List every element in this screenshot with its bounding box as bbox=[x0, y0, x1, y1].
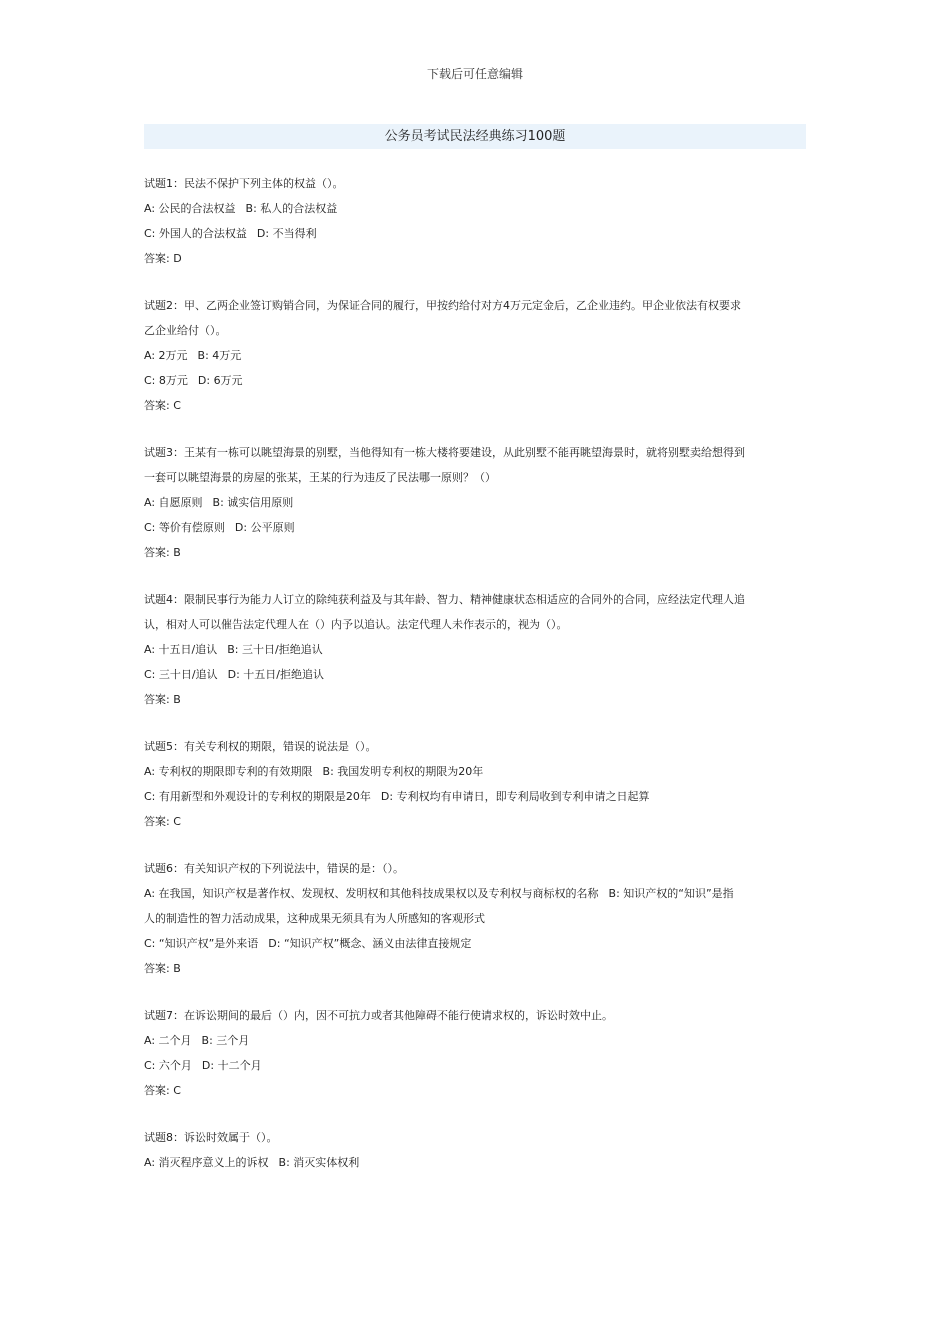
option-text: A: 自愿原则 bbox=[144, 496, 203, 509]
question-block bbox=[144, 440, 806, 565]
answer-line: 答案: B bbox=[144, 693, 181, 706]
question-stem: 试题2：甲、乙两企业签订购销合同，为保证合同的履行，甲按约给付对方4万元定金后，乙企业违约。甲企业依法有权要求 bbox=[144, 299, 741, 312]
option-text: A: 2万元 bbox=[144, 349, 188, 362]
answer-line: 答案: C bbox=[144, 1084, 181, 1097]
option-text: B: 三十日/拒绝追认 bbox=[227, 643, 323, 656]
answer-line: 答案: C bbox=[144, 815, 181, 828]
option-text: D: 专利权均有申请日，即专利局收到专利申请之日起算 bbox=[380, 790, 650, 803]
option-text: A: 二个月 bbox=[144, 1034, 192, 1047]
question-stem: 试题7：在诉讼期间的最后（）内，因不可抗力或者其他障碍不能行使请求权的，诉讼时效中止。 bbox=[144, 1009, 613, 1022]
option-text: 人的制造性的智力活动成果，这种成果无须具有为人所感知的客观形式 bbox=[144, 912, 485, 925]
option-text: B: 4万元 bbox=[197, 349, 242, 362]
option-row bbox=[144, 490, 806, 515]
option-text: A: 公民的合法权益 bbox=[144, 202, 236, 215]
answer-line: 答案: D bbox=[144, 252, 182, 265]
option-row bbox=[144, 881, 806, 906]
option-text: C: 六个月 bbox=[144, 1059, 192, 1072]
option-row bbox=[144, 343, 806, 368]
option-row bbox=[144, 906, 806, 931]
option-text: D: 公平原则 bbox=[234, 521, 295, 534]
header-note: 下载后可任意编辑 bbox=[426, 67, 523, 81]
option-row bbox=[144, 1028, 806, 1053]
option-row bbox=[144, 1053, 806, 1078]
option-row bbox=[144, 931, 806, 956]
option-text: A: 专利权的期限即专利的有效期限 bbox=[144, 765, 313, 778]
option-text: A: 在我国，知识产权是著作权、发现权、发明权和其他科技成果权以及专利权与商标权的名称 bbox=[144, 887, 599, 900]
option-row bbox=[144, 368, 806, 393]
option-row bbox=[144, 637, 806, 662]
option-text: C: 三十日/追认 bbox=[144, 668, 218, 681]
question-block bbox=[144, 587, 806, 712]
question-block bbox=[144, 1003, 806, 1103]
option-row bbox=[144, 784, 806, 809]
option-text: D: 十二个月 bbox=[201, 1059, 262, 1072]
option-text: A: 消灭程序意义上的诉权 bbox=[144, 1156, 269, 1169]
option-text: D: “知识产权”概念、涵义由法律直接规定 bbox=[268, 937, 472, 950]
question-stem: 认，相对人可以催告法定代理人在（）内予以追认。法定代理人未作表示的，视为（）。 bbox=[144, 618, 568, 631]
question-block bbox=[144, 293, 806, 418]
answer-line: 答案: B bbox=[144, 546, 181, 559]
answer-line: 答案: B bbox=[144, 962, 181, 975]
option-row bbox=[144, 221, 806, 246]
option-text: C: 外国人的合法权益 bbox=[144, 227, 247, 240]
question-stem: 乙企业给付（）。 bbox=[144, 324, 227, 337]
question-stem: 试题5：有关专利权的期限，错误的说法是（）。 bbox=[144, 740, 377, 753]
option-row bbox=[144, 759, 806, 784]
option-row bbox=[144, 515, 806, 540]
option-text: C: “知识产权”是外来语 bbox=[144, 937, 259, 950]
option-row bbox=[144, 1150, 806, 1175]
option-text: B: 诚实信用原则 bbox=[212, 496, 294, 509]
answer-line: 答案: C bbox=[144, 399, 181, 412]
question-stem: 试题4：限制民事行为能力人订立的除纯获利益及与其年龄、智力、精神健康状态相适应的合同外的合同，应经法定代理人追 bbox=[144, 593, 745, 606]
option-text: B: 我国发明专利权的期限为20年 bbox=[322, 765, 484, 778]
option-text: A: 十五日/追认 bbox=[144, 643, 218, 656]
option-text: B: 消灭实体权利 bbox=[278, 1156, 360, 1169]
option-text: B: 三个月 bbox=[201, 1034, 250, 1047]
option-text: B: 私人的合法权益 bbox=[245, 202, 338, 215]
question-block bbox=[144, 734, 806, 834]
question-list bbox=[144, 171, 806, 1197]
question-block bbox=[144, 171, 806, 271]
question-stem: 一套可以眺望海景的房屋的张某，王某的行为违反了民法哪一原则？（） bbox=[144, 471, 496, 484]
option-row bbox=[144, 196, 806, 221]
option-text: C: 8万元 bbox=[144, 374, 188, 387]
question-stem: 试题1：民法不保护下列主体的权益（）。 bbox=[144, 177, 344, 190]
question-block bbox=[144, 856, 806, 981]
option-text: D: 十五日/拒绝追认 bbox=[227, 668, 324, 681]
option-text: D: 6万元 bbox=[197, 374, 243, 387]
question-stem: 试题3：王某有一栋可以眺望海景的别墅，当他得知有一栋大楼将要建设，从此别墅不能再眺望海景时，就将别墅卖给想得到 bbox=[144, 446, 745, 459]
option-text: C: 等价有偿原则 bbox=[144, 521, 225, 534]
question-block bbox=[144, 1125, 806, 1175]
option-row bbox=[144, 662, 806, 687]
option-text: D: 不当得利 bbox=[256, 227, 317, 240]
option-text: B: 知识产权的“知识”是指 bbox=[608, 887, 734, 900]
question-stem: 试题6：有关知识产权的下列说法中，错误的是：（）。 bbox=[144, 862, 404, 875]
question-stem: 试题8：诉讼时效属于（）。 bbox=[144, 1131, 278, 1144]
option-text: C: 有用新型和外观设计的专利权的期限是20年 bbox=[144, 790, 371, 803]
document-title: 公务员考试民法经典练习100题 bbox=[144, 124, 806, 149]
